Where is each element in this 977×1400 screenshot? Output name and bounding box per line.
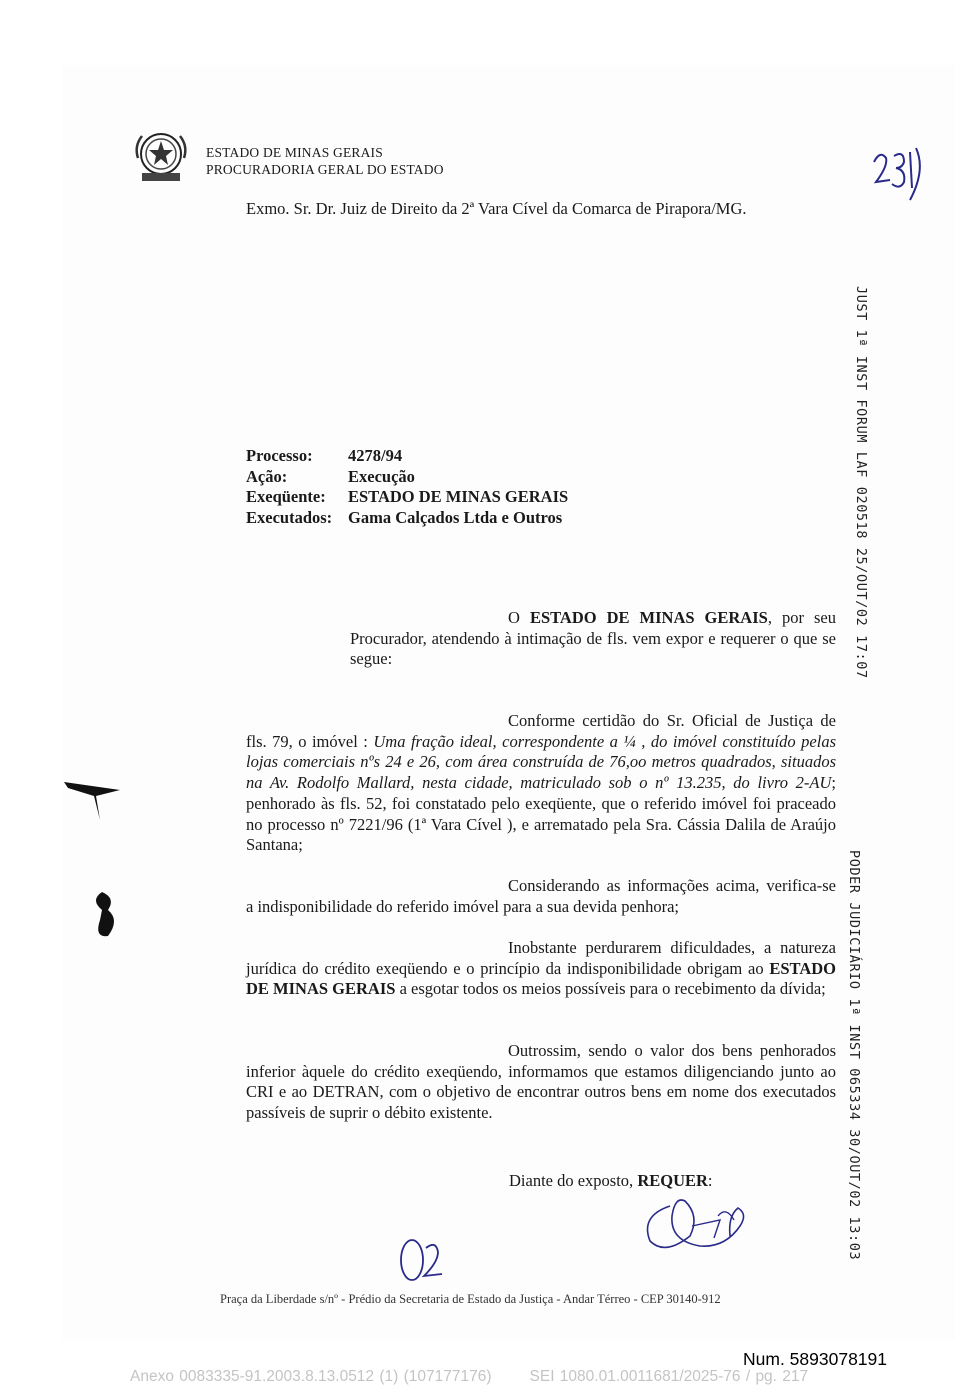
intro-post: , por seu Procurador, atendendo à intimação de fls. vem expor e requerer o que se segue: (350, 608, 836, 669)
case-info-value: 4278/94 (348, 446, 403, 465)
difficulties-paragraph (246, 938, 836, 1000)
case-info-row (246, 467, 568, 488)
diligence-paragraph (246, 1041, 836, 1124)
difficulties-post: a esgotar todos os meios possíveis para o recebimento da dívida; (395, 979, 826, 999)
annex-reference (130, 1368, 808, 1386)
unavailability-text: Considerando as informações acima, verifica-se a indisponibilidade do referido imóvel para a sua devida penhora; (246, 876, 836, 916)
case-info-label: Ação: (246, 466, 288, 486)
case-info-row (246, 487, 568, 508)
intro-bold-party: ESTADO DE MINAS GERAIS (529, 608, 768, 627)
court-protocol-stamp-1: JUST 1ª INST FORUM LAF 020518 25/OUT/02 17:07 (853, 286, 869, 679)
addressee-line: Exmo. Sr. Dr. Juiz de Direito da 2ª Vara Cível da Comarca de Pirapora/MG. (246, 199, 747, 218)
intro-pre: O (508, 608, 530, 627)
footer-address: Praça da Liberdade s/nº - Prédio da Secretaria de Estado da Justiça - Andar Térreo - CEP 30140-912 (220, 1292, 721, 1306)
property-paragraph (246, 711, 836, 856)
case-info-label: Processo: (246, 446, 313, 465)
intro-paragraph (350, 608, 836, 670)
property-description: Uma fração ideal, correspondente a ¼ , do imóvel constituído pelas lojas comerciais nºs 24 e 26, com área construída de 76,oo metros quadrados, situados na Av. Rodolfo Mallard, nesta cidade, matriculado sob o nº 13.235, do livro 2-AU (246, 731, 836, 793)
document-number: Num. 5893078191 (743, 1349, 887, 1369)
closing-bold: REQUER (637, 1171, 708, 1190)
closing-post: : (707, 1171, 713, 1190)
difficulties-bold-party: ESTADO DE MINAS GERAIS (246, 958, 836, 999)
unavailability-paragraph (246, 876, 836, 917)
document-page (62, 65, 955, 1340)
case-info-block (246, 446, 568, 528)
annex-left: Anexo 0083335-91.2003.8.13.0512 (1) (107177176) (130, 1368, 492, 1385)
annex-right: SEI 1080.01.0011681/2025-76 / pg. 217 (529, 1368, 809, 1385)
handwritten-page-mark (398, 1232, 446, 1288)
case-info-value: ESTADO DE MINAS GERAIS (348, 487, 569, 506)
closing-pre: Diante do exposto, (509, 1171, 638, 1190)
letterhead-state: ESTADO DE MINAS GERAIS (206, 145, 383, 160)
handwritten-folio-number (866, 140, 926, 210)
letterhead-office: PROCURADORIA GERAL DO ESTADO (206, 162, 444, 177)
property-pre: Conforme certidão do Sr. Oficial de Justiça de fls. 79, o imóvel : (246, 711, 836, 751)
case-info-value: Gama Calçados Ltda e Outros (348, 507, 563, 527)
property-post: ; penhorado às fls. 52, foi constatado pelo exeqüente, que o referido imóvel foi praceado no processo nº 7221/96 (1ª Vara Cível ), e arrematado pela Sra. Cássia Dalila de Araújo Santana; (246, 773, 836, 855)
case-info-label: Exeqüente: (246, 487, 326, 506)
difficulties-pre: Inobstante perdurarem dificuldades, a natureza jurídica do crédito exeqüendo e o princípio da indisponibilidade obrigam ao (246, 938, 836, 978)
case-info-row (246, 508, 568, 529)
handwritten-signature (630, 1186, 760, 1266)
court-protocol-stamp-2: PODER JUDICIÁRIO 1ª INST 065334 30/OUT/02 13:03 (846, 850, 862, 1261)
case-info-value: Execução (348, 466, 415, 486)
state-coat-of-arms-seal (130, 128, 192, 186)
punch-hole-marks (60, 760, 130, 960)
diligence-text: Outrossim, sendo o valor dos bens penhorados inferior àquele do crédito exeqüendo, informamos que estamos diligenciando junto ao CRI e ao DETRAN, com o objetivo de encontrar outros bens em nome dos executados passíveis de suprir o débito existente. (246, 1041, 836, 1123)
case-info-row (246, 446, 568, 467)
case-info-label: Executados: (246, 507, 333, 527)
